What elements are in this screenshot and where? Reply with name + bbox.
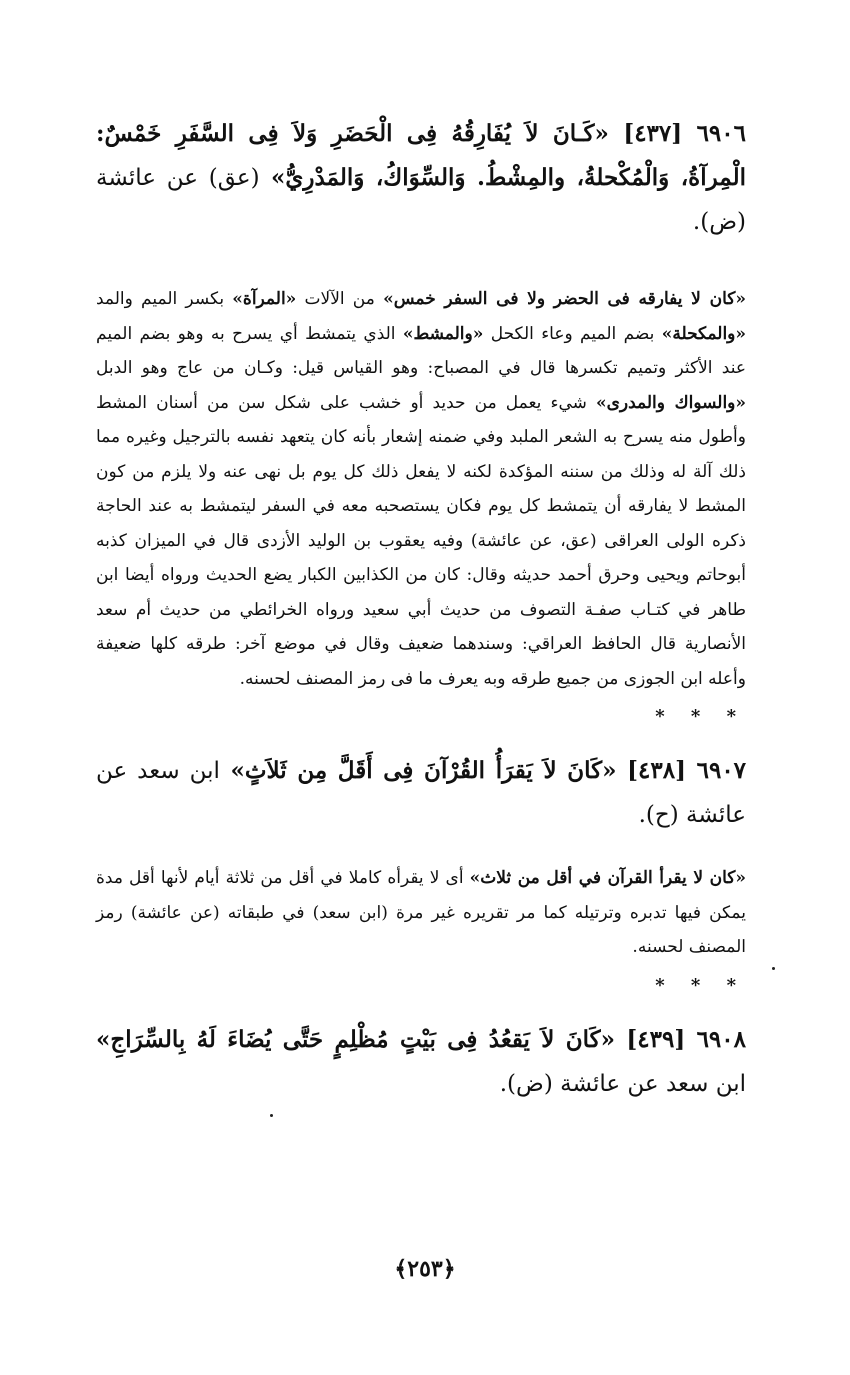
hadith-number: ٦٩٠٨ [696,1025,746,1053]
hadith-entry-6908 [96,1018,746,1106]
hadith-source: ابن سعد عن عائشة (ح). [96,758,746,828]
scan-speck [772,967,775,970]
commentary-quote: «والمكحلة» [661,323,746,344]
hadith-bracket-number: [٤٣٨] [627,757,686,784]
commentary-text: الذي يتمشط أي يسرح به وهو بضم الميم عند الأكثر وتميم تكسرها قال في المصباح: وهو القياس قيل: وكـان من عاج وهو الدبل [96,323,746,378]
hadith-source: (عق) عن عائشة (ض). [96,165,746,235]
hadith-bracket-number: [٤٣٩] [626,1025,686,1053]
hadith-bracket-number: [٤٣٧] [623,120,683,147]
hadith-text: «كَـانَ لاَ يُفَارِقُهُ فِى الْحَضَرِ وَلاَ فِى السَّفَرِ خَمْسٌ: الْمِرآةُ، وَالْمُكْحلةُ، والمِشْطُ. وَالسِّوَاكُ، وَالمَدْرِيُّ» [96,120,746,191]
commentary-6906 [96,282,746,696]
commentary-quote: «كان لا يقرأ القرآن في أقل من ثلاث» [469,868,746,888]
commentary-text: بضم الميم وعاء الكحل [483,323,662,344]
hadith-entry-6907 [96,749,746,837]
commentary-quote: «كان لا يفارقه فى الحضر ولا فى السفر خمس» [383,289,746,309]
hadith-number: ٦٩٠٧ [696,757,747,784]
page-number: ﴿٢٥٣﴾ [394,1256,456,1282]
page-body [96,112,746,1106]
commentary-quote: «والسواك والمدرى» [595,392,747,413]
hadith-source: ابن سعد عن عائشة (ض). [499,1070,746,1097]
commentary-text: بكسر الميم والمد [96,289,233,309]
commentary-text: من الآلات [296,289,384,309]
hadith-text: «كَانَ لاَ يَقرَأُ القُرْآنَ فِى أَقَلَّ مِن ثَلاَثٍ» [230,757,617,784]
commentary-text: شيء يعمل من حديد أو خشب على شكل سن من أسنان المشط وأطول منه يسرح به الشعر الملبد وفي ضمنه إشعار بأنه كان يتعهد نفسه بالترجيل وغيره مما ذلك آلة له وذلك من سننه المؤكدة لكنه لا يفعل ذلك كل يوم بل نهى عنه ولا يلزم من كون المشط لا يفارقه أن يتمشط كل يوم فكان يستصحبه معه في السفر ليتمشط به عند الحاجة ذكره الولى العراقى (عق، عن عائشة) وفيه يعقوب بن الوليد الأزدى قال في الميزان كذبه أبوحاتم ويحيى وحرق أحمد حديثه وقال: كان من الكذابين الكبار يضع الحديث ورواه أيضا ابن طاهر في كتـاب صفـة التصوف من حديث أبي سعيد ورواه الخرائطي من حديث أم سعد الأنصارية قال الحافظ العراقي: وسندهما ضعيف وقال في موضع آخر: طرقه كلها ضعيفة وأعله ابن الجوزى من جميع طرقه وبه يعرف ما فى رمز المصنف لحسنه. [96,392,746,689]
hadith-entry-6906 [96,112,746,244]
scan-speck [270,1114,273,1117]
commentary-text: أى لا يقرأه كاملا في أقل من ثلاثة أيام لأنها أقل مدة يمكن فيها تدبره وترتيله كما مر تقريره غير مرة (ابن سعد) في طبقاته (عن عائشة) رمز المصنف لحسنه. [96,868,746,957]
commentary-quote: «المرآة» [232,289,297,309]
section-separator: * * * [655,706,746,727]
commentary-quote: «والمشط» [402,323,484,344]
section-separator: * * * [655,974,746,996]
hadith-number: ٦٩٠٦ [696,120,746,147]
hadith-text: «كَانَ لاَ يَقعُدُ فِى بَيْتٍ مُظْلِمٍ حَتَّى يُضَاءَ لَهُ بِالسِّرَاجِ» [96,1025,616,1053]
commentary-6907 [96,861,746,965]
